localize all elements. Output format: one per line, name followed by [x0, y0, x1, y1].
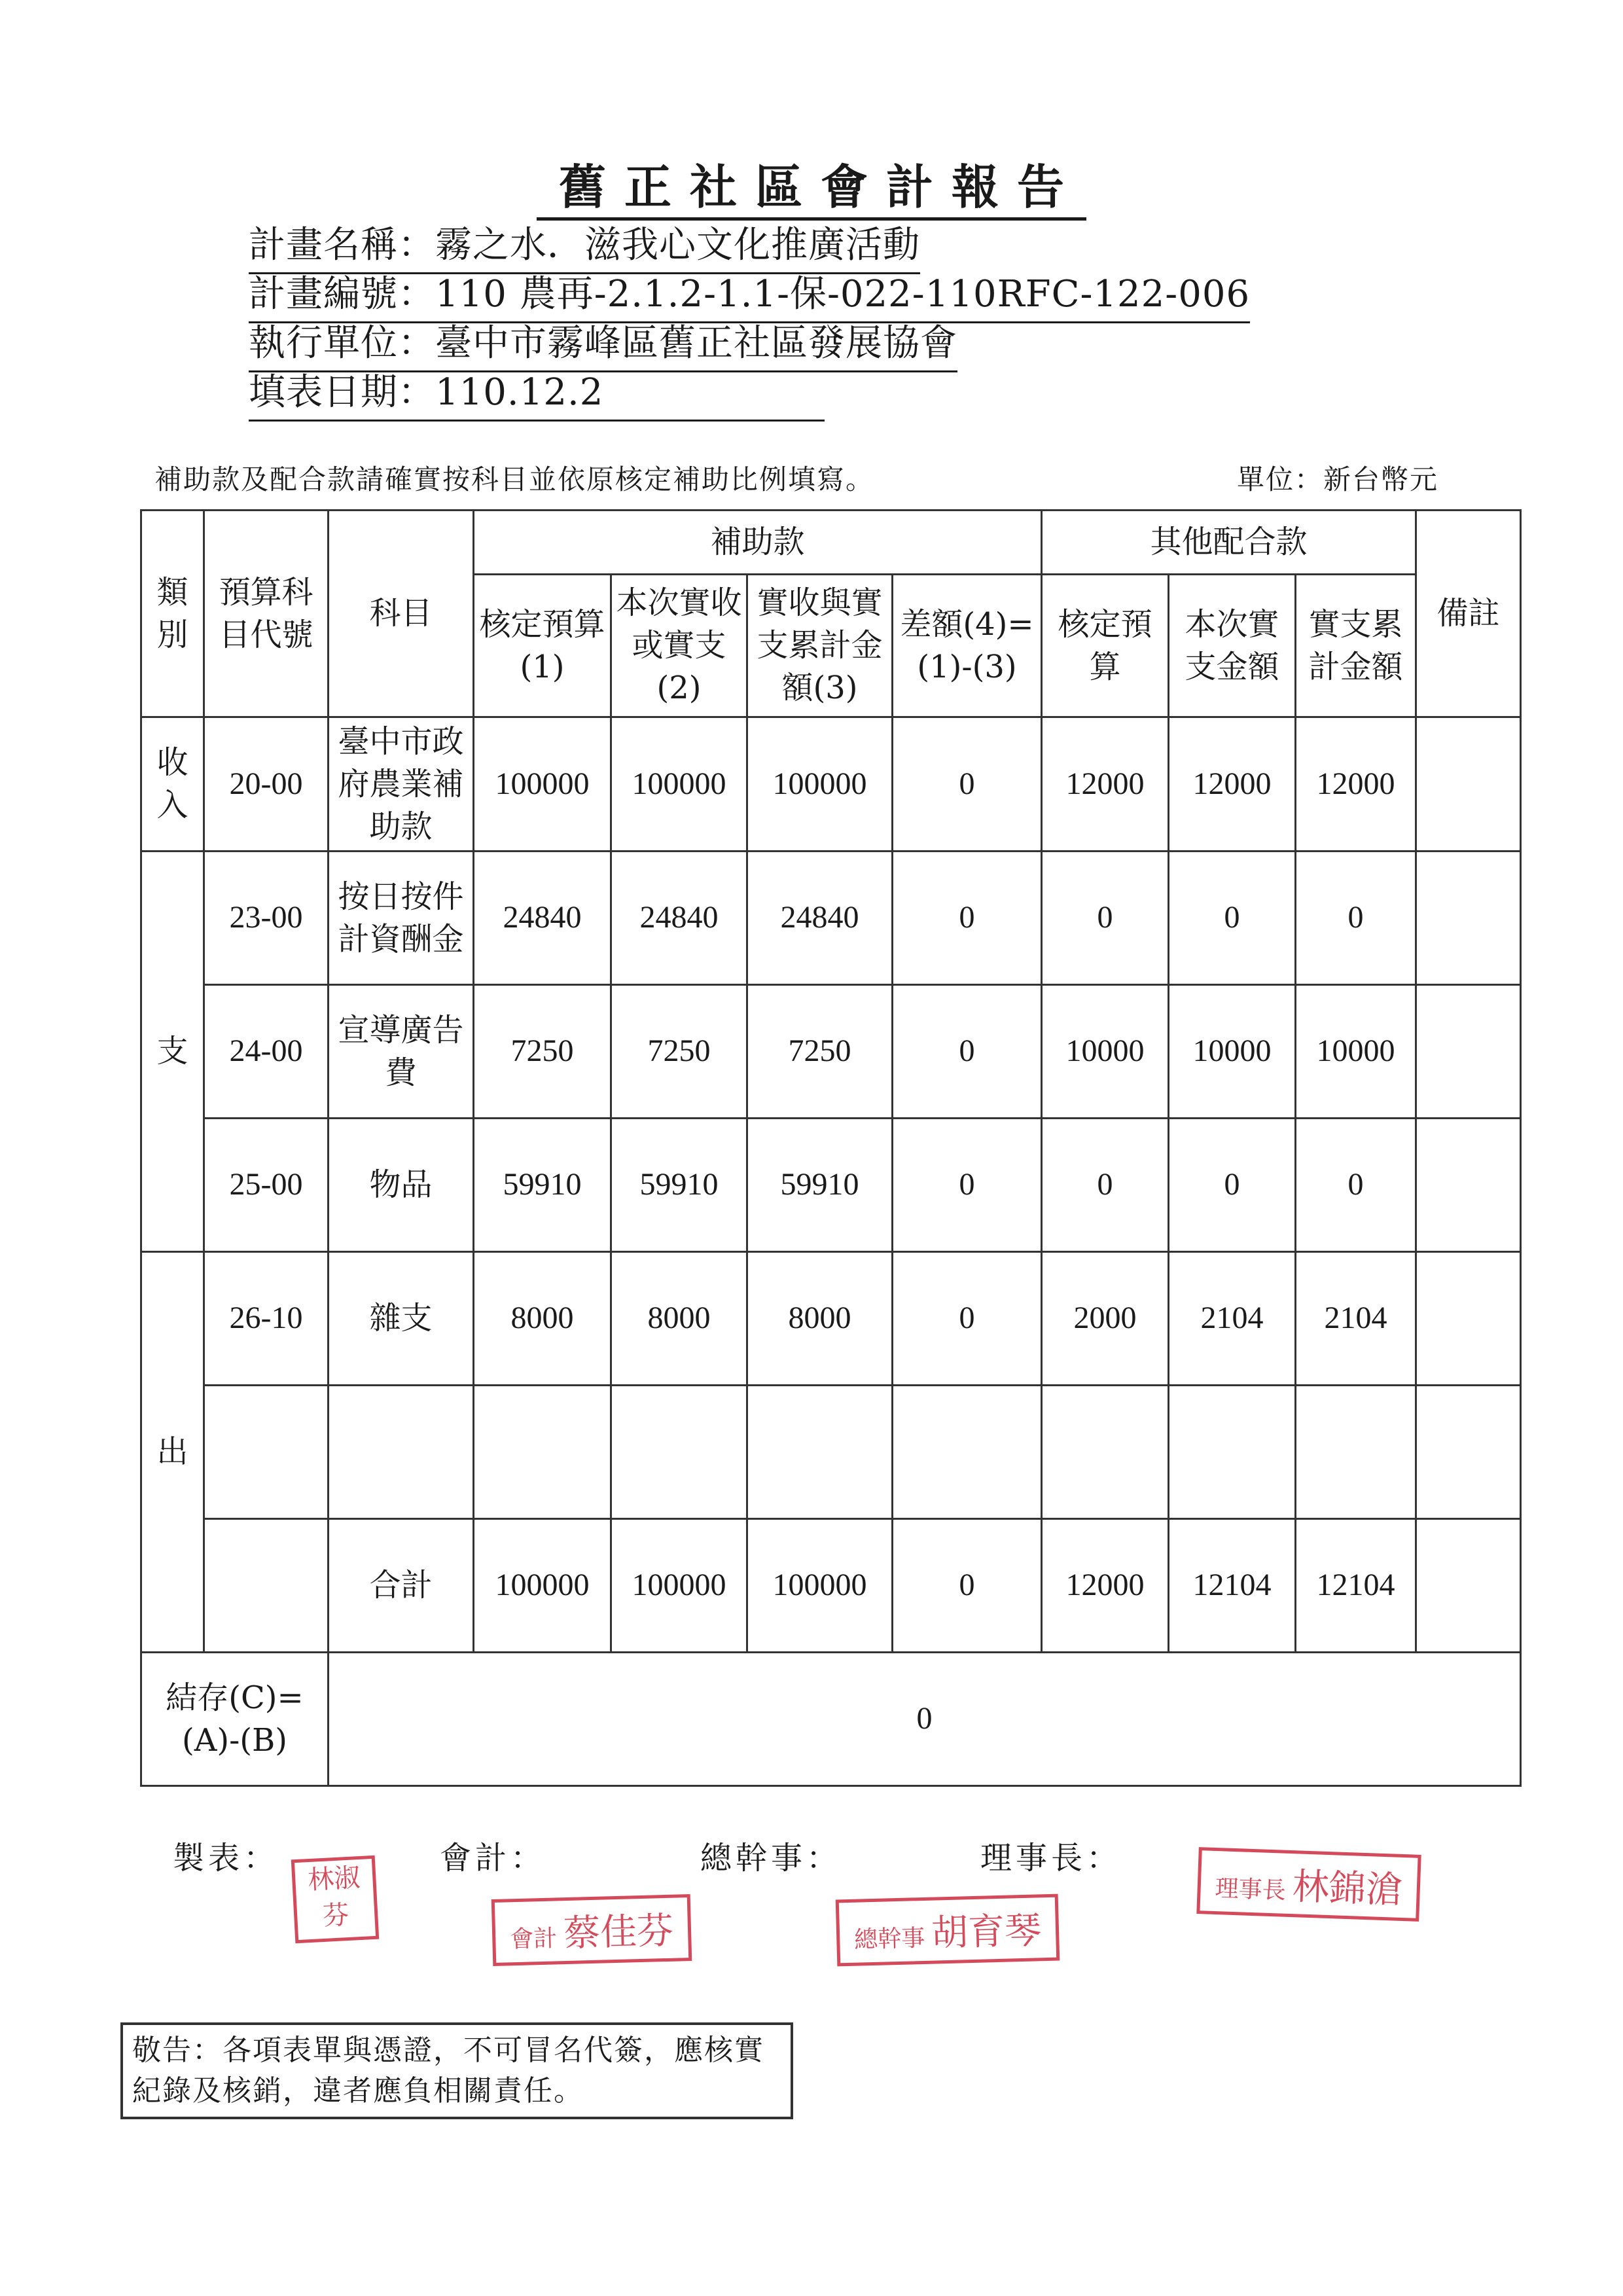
- balance-label: 結存(C)=(A)-(B): [141, 1653, 329, 1786]
- expense-label-bottom: 出: [141, 1252, 204, 1653]
- row-value: 24840: [747, 852, 893, 985]
- total-value: 12104: [1296, 1519, 1416, 1653]
- row-code: 23-00: [204, 852, 329, 985]
- row-value: 0: [893, 717, 1042, 852]
- row-value: 7250: [474, 985, 611, 1119]
- header-subsidy: 補助款: [474, 511, 1042, 575]
- row-remark: [1416, 852, 1521, 985]
- row-value: 100000: [474, 717, 611, 852]
- total-value: 12000: [1042, 1519, 1169, 1653]
- currency-unit: 單位：新台幣元: [1237, 463, 1439, 495]
- table-row: [141, 1119, 1521, 1252]
- total-label: 合計: [329, 1519, 474, 1653]
- header-category: 類別: [141, 511, 204, 717]
- plan-name: 計畫名稱：霧之水．滋我心文化推廣活動: [249, 216, 920, 274]
- row-value: 0: [1042, 852, 1169, 985]
- row-item: 按日按件計資酬金: [329, 852, 474, 985]
- row-value: 10000: [1169, 985, 1296, 1119]
- row-value: 0: [1296, 1119, 1416, 1252]
- row-remark: [1416, 985, 1521, 1119]
- total-value: 100000: [611, 1519, 747, 1653]
- row-value: 0: [1169, 1119, 1296, 1252]
- table-row: [141, 1252, 1521, 1386]
- fill-date: 填表日期：110.12.2: [249, 363, 825, 422]
- expense-label-top: 支: [141, 852, 204, 1252]
- row-remark: [1416, 1252, 1521, 1386]
- row-value: 12000: [1042, 717, 1169, 852]
- row-value: 0: [893, 852, 1042, 985]
- row-value: 0: [1169, 852, 1296, 985]
- table-row: [141, 852, 1521, 985]
- row-value: 2104: [1169, 1252, 1296, 1386]
- row-value: 8000: [611, 1252, 747, 1386]
- row-value: 0: [893, 1252, 1042, 1386]
- header-approved-budget: 核定預算(1): [474, 575, 611, 717]
- header-other-approved-budget: 核定預算: [1042, 575, 1169, 717]
- header-other-cumulative-expense: 實支累計金額: [1296, 575, 1416, 717]
- maker-seal: 林淑芬: [291, 1856, 380, 1944]
- total-row: [141, 1519, 1521, 1653]
- row-value: 59910: [747, 1119, 893, 1252]
- row-value: 0: [893, 985, 1042, 1119]
- total-value: 0: [893, 1519, 1042, 1653]
- row-value: 10000: [1042, 985, 1169, 1119]
- row-item: 臺中市政府農業補助款: [329, 717, 474, 852]
- total-value: 100000: [747, 1519, 893, 1653]
- row-value: 8000: [474, 1252, 611, 1386]
- secretary-seal: 總幹事 胡育琴: [836, 1894, 1060, 1967]
- secretary-label: 總幹事：: [700, 1840, 842, 1876]
- row-value: 2104: [1296, 1252, 1416, 1386]
- total-remark: [1416, 1519, 1521, 1653]
- row-remark: [1416, 717, 1521, 852]
- row-value: 12000: [1296, 717, 1416, 852]
- row-item: 雜支: [329, 1252, 474, 1386]
- row-remark: [1416, 1119, 1521, 1252]
- header-other-matching: 其他配合款: [1042, 511, 1416, 575]
- row-value: 0: [1296, 852, 1416, 985]
- header-current-actual: 本次實收或實支(2): [611, 575, 747, 717]
- header-remark: 備註: [1416, 511, 1521, 717]
- warning-notice: 敬告：各項表單與憑證，不可冒名代簽，應核實紀錄及核銷，違者應負相關責任。: [120, 2022, 793, 2119]
- accountant-label: 會計：: [440, 1840, 546, 1876]
- header-budget-code: 預算科目代號: [204, 511, 329, 717]
- row-value: 59910: [474, 1119, 611, 1252]
- row-code: 20-00: [204, 717, 329, 852]
- row-value: 12000: [1169, 717, 1296, 852]
- header-difference: 差額(4)=(1)-(3): [893, 575, 1042, 717]
- row-value: 24840: [611, 852, 747, 985]
- table-row-empty: [141, 1386, 1521, 1519]
- maker-label: 製表：: [173, 1840, 279, 1876]
- row-value: 0: [893, 1119, 1042, 1252]
- header-other-current-expense: 本次實支金額: [1169, 575, 1296, 717]
- header-cumulative-actual: 實收與實支累計金額(3): [747, 575, 893, 717]
- row-item: 物品: [329, 1119, 474, 1252]
- row-value: 24840: [474, 852, 611, 985]
- total-value: 100000: [474, 1519, 611, 1653]
- table-row: [141, 985, 1521, 1119]
- row-code: 24-00: [204, 985, 329, 1119]
- row-value: 10000: [1296, 985, 1416, 1119]
- row-value: 7250: [611, 985, 747, 1119]
- row-code: 25-00: [204, 1119, 329, 1252]
- report-title: 舊正社區會計報告: [0, 149, 1623, 217]
- accountant-seal: 會計 蔡佳芬: [491, 1894, 692, 1966]
- row-value: 59910: [611, 1119, 747, 1252]
- header-item: 科目: [329, 511, 474, 717]
- row-value: 8000: [747, 1252, 893, 1386]
- row-value: 100000: [747, 717, 893, 852]
- balance-row: [141, 1653, 1521, 1786]
- executing-unit: 執行單位：臺中市霧峰區舊正社區發展協會: [249, 314, 957, 372]
- chairman-seal: 理事長 林錦滄: [1196, 1847, 1421, 1922]
- row-value: 2000: [1042, 1252, 1169, 1386]
- row-value: 0: [1042, 1119, 1169, 1252]
- chairman-label: 理事長：: [980, 1840, 1122, 1876]
- total-value: 12104: [1169, 1519, 1296, 1653]
- accounting-table: [140, 509, 1522, 1787]
- income-label: 收入: [141, 717, 204, 852]
- plan-number: 計畫編號：110 農再-2.1.2-1.1-保-022-110RFC-122-006: [249, 265, 1250, 323]
- row-value: 100000: [611, 717, 747, 852]
- row-value: 7250: [747, 985, 893, 1119]
- table-row: [141, 717, 1521, 852]
- row-code: 26-10: [204, 1252, 329, 1386]
- balance-value: 0: [329, 1653, 1521, 1786]
- fill-instruction-note: 補助款及配合款請確實按科目並依原核定補助比例填寫。: [154, 463, 875, 495]
- row-item: 宣導廣告費: [329, 985, 474, 1119]
